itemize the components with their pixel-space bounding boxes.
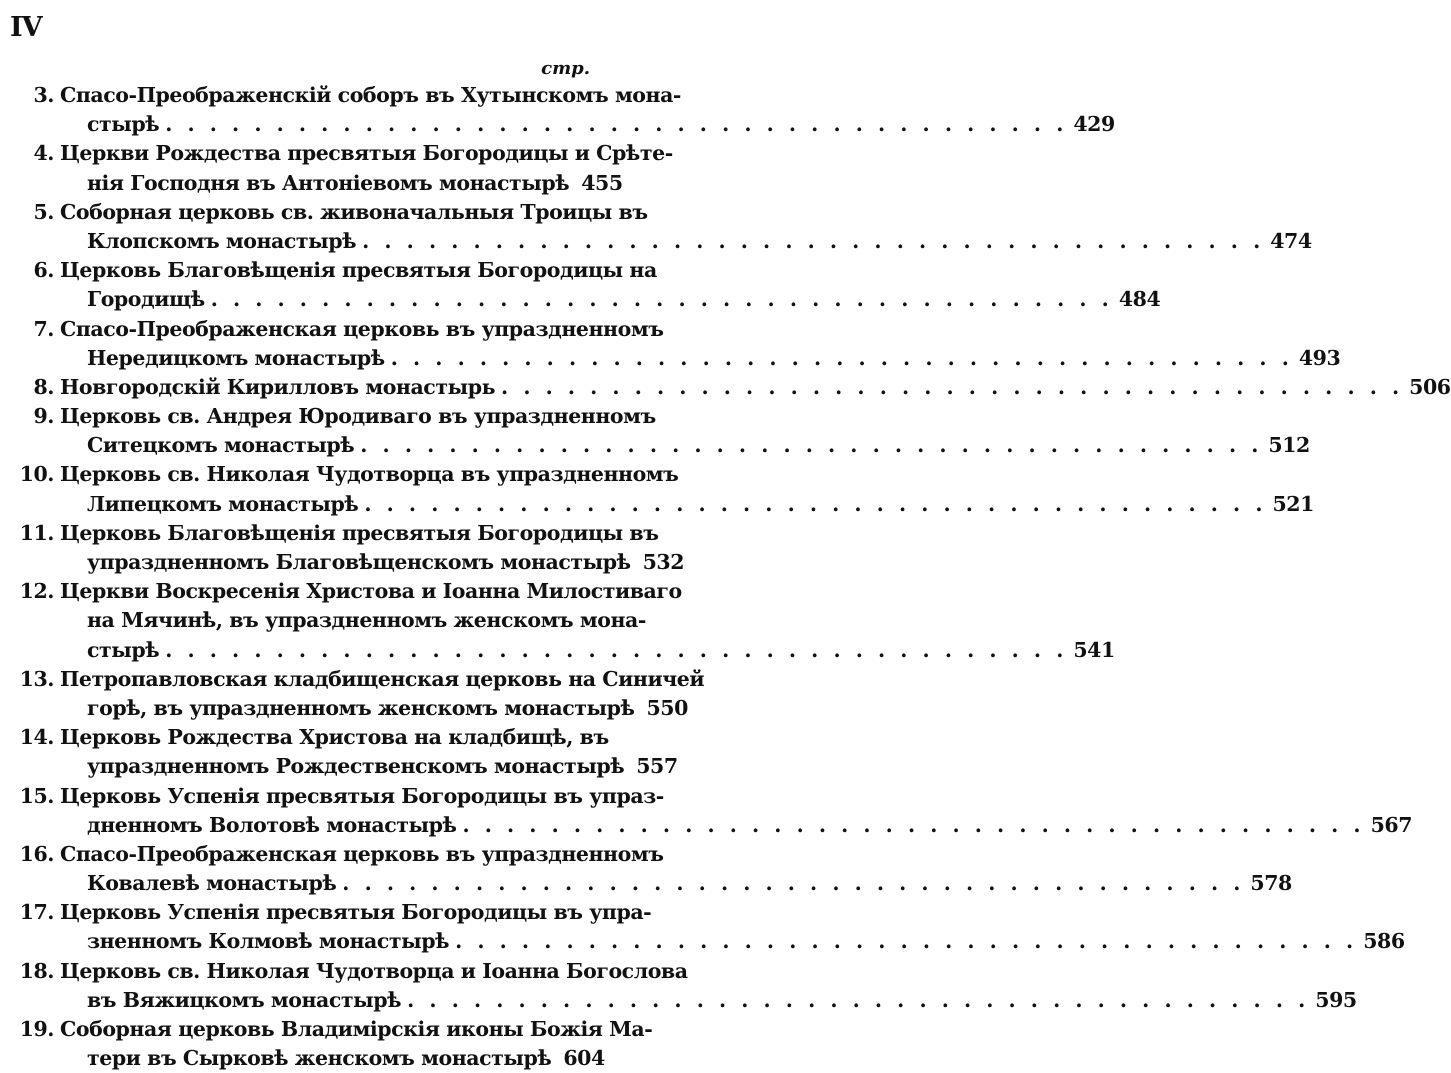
toc-entry-title: нія Господня въ Антоніевомъ монастырѣ bbox=[87, 170, 570, 195]
toc-entry-line bbox=[0, 957, 688, 986]
toc-entry-page: 567 bbox=[1370, 812, 1413, 837]
toc-entry-page: 493 bbox=[1298, 345, 1341, 370]
toc-entry-title: тери въ Сырковѣ женскомъ монастырѣ bbox=[87, 1046, 552, 1071]
toc-entry-title: Липецкомъ монастырѣ bbox=[87, 491, 359, 516]
toc-entry bbox=[0, 577, 1115, 665]
toc-entry-page: 550 bbox=[646, 695, 688, 720]
toc-entry-page: 541 bbox=[1073, 637, 1115, 662]
toc-entry-title: дненномъ Волотовѣ монастырѣ bbox=[87, 812, 457, 837]
toc-entry bbox=[0, 782, 1413, 840]
toc-entry-line bbox=[0, 460, 679, 489]
toc-entry-line bbox=[0, 723, 609, 752]
toc-entry bbox=[0, 1015, 653, 1073]
toc-entry-title: Соборная церковь Владимірскія иконы Божія Ма- bbox=[60, 1017, 653, 1041]
toc-entry-page: 557 bbox=[636, 754, 678, 779]
toc-entry bbox=[0, 519, 685, 577]
toc-entry-line bbox=[0, 431, 1310, 460]
toc-entry-number: 18. bbox=[19, 958, 54, 983]
dot-leader: . . . . . . . . . . . . . . . . . . . . . . . . . . . . . . . . . . . . . . . . . bbox=[407, 987, 1310, 1012]
toc-entry-line bbox=[0, 606, 646, 635]
toc-entry-line bbox=[0, 227, 1312, 256]
toc-entry-line bbox=[0, 315, 664, 344]
toc-entry-title: Церкви Рождества пресвятыя Богородицы и Срѣте- bbox=[60, 141, 673, 166]
toc-entry-line bbox=[0, 110, 1115, 139]
toc-entry-title: въ Вяжицкомъ монастырѣ bbox=[87, 987, 402, 1012]
toc-entry-page: 586 bbox=[1363, 929, 1405, 954]
toc-entry-line bbox=[0, 169, 623, 198]
toc-entry-title: зненномъ Колмовѣ монастырѣ bbox=[87, 929, 450, 954]
dot-leader: . . . . . . . . . . . . . . . . . . . . . . . . . . . . . . . . . . . . . . . . . bbox=[362, 228, 1265, 253]
toc-entry-number: 16. bbox=[19, 841, 54, 866]
toc-entry-line bbox=[0, 344, 1341, 373]
toc-entry-title: Нередицкомъ монастырѣ bbox=[87, 345, 385, 370]
toc-entry-title: Церковь Благовѣщенія пресвятыя Богородицы на bbox=[60, 258, 657, 283]
toc-entry bbox=[0, 198, 1312, 256]
toc-entry-line bbox=[0, 81, 681, 110]
dot-leader: . . . . . . . . . . . . . . . . . . . . . . . . . . . . . . . . . . . . . . . . . bbox=[210, 287, 1113, 312]
toc-entry-title: Церковь Успенія пресвятыя Богородицы въ упраз- bbox=[60, 783, 664, 808]
toc-entry bbox=[0, 898, 1405, 956]
toc-entry-title: Клопскомъ монастырѣ bbox=[87, 228, 357, 253]
toc-entry bbox=[0, 139, 673, 197]
toc-entry-title: упраздненномъ Рождественскомъ монастырѣ bbox=[87, 754, 625, 779]
table-of-contents bbox=[0, 81, 1451, 1073]
dot-leader: . . . . . . . . . . . . . . . . . . . . . . . . . . . . . . . . . . . . . . . . . bbox=[342, 871, 1245, 896]
toc-entry-line bbox=[0, 636, 1115, 665]
toc-entry-line bbox=[0, 285, 1161, 314]
toc-entry-number: 4. bbox=[33, 141, 54, 166]
toc-entry-title: Новгородскій Кирилловъ монастырь bbox=[60, 374, 496, 399]
toc-entry bbox=[0, 402, 1310, 460]
dot-leader: . . . . . . . . . . . . . . . . . . . . . . . . . . . . . . . . . . . . . . . . . bbox=[455, 929, 1358, 954]
toc-entry bbox=[0, 723, 678, 781]
toc-entry-title: упраздненномъ Благовѣщенскомъ монастырѣ bbox=[87, 550, 631, 574]
dot-leader: . . . . . . . . . . . . . . . . . . . . . . . . . . . . . . . . . . . . . . . . . bbox=[165, 112, 1068, 137]
toc-entry-number: 3. bbox=[33, 83, 54, 107]
toc-entry bbox=[0, 460, 1314, 518]
toc-entry-line bbox=[0, 811, 1413, 840]
toc-entry-number: 14. bbox=[19, 725, 54, 750]
toc-entry-line bbox=[0, 1015, 653, 1044]
dot-leader: . . . . . . . . . . . . . . . . . . . . . . . . . . . . . . . . . . . . . . . . . bbox=[390, 345, 1293, 370]
toc-entry-line bbox=[0, 256, 657, 285]
toc-entry-line bbox=[0, 665, 705, 694]
toc-entry-line bbox=[0, 373, 1451, 402]
toc-entry-line bbox=[0, 752, 678, 781]
dot-leader: . . . . . . . . . . . . . . . . . . . . . . . . . . . . . . . . . . . . . . . . . bbox=[360, 433, 1263, 458]
toc-entry-page: 532 bbox=[642, 550, 685, 574]
toc-entry-number: 11. bbox=[19, 520, 54, 545]
toc-entry bbox=[0, 373, 1451, 402]
dot-leader: . . . . . . . . . . . . . . . . . . . . . . . . . . . . . . . . . . . . . . . . . bbox=[364, 491, 1267, 516]
toc-entry-line bbox=[0, 898, 652, 927]
toc-entry-title: Церковь св. Николая Чудотворца въ упраздненномъ bbox=[60, 462, 679, 487]
toc-entry bbox=[0, 665, 705, 723]
toc-entry-number: 12. bbox=[19, 579, 54, 604]
toc-entry-line bbox=[0, 198, 648, 227]
dot-leader: . . . . . . . . . . . . . . . . . . . . . . . . . . . . . . . . . . . . . . . . . bbox=[462, 812, 1365, 837]
toc-entry-title: Церковь Успенія пресвятыя Богородицы въ упра- bbox=[60, 900, 652, 925]
toc-entry-page: 604 bbox=[563, 1046, 605, 1071]
toc-entry-title: на Мячинѣ, въ упраздненномъ женскомъ мона- bbox=[87, 608, 646, 633]
toc-entry-page: 595 bbox=[1315, 987, 1357, 1012]
toc-entry-title: Спасо-Преображенскій соборъ въ Хутынскомъ мона- bbox=[60, 83, 681, 107]
toc-entry-line bbox=[0, 869, 1292, 898]
toc-entry-title: Спасо-Преображенская церковь въ упраздненномъ bbox=[60, 841, 664, 866]
toc-entry-line bbox=[0, 577, 682, 606]
toc-entry-page: 512 bbox=[1268, 433, 1310, 458]
toc-entry-page: 578 bbox=[1250, 871, 1292, 896]
toc-entry-title: Ковалевѣ монастырѣ bbox=[87, 871, 337, 896]
page-number: IV bbox=[10, 12, 42, 43]
toc-entry-line bbox=[0, 840, 664, 869]
toc-entry-page: 429 bbox=[1073, 112, 1115, 137]
page-column-label: стр. bbox=[541, 58, 590, 79]
toc-entry-number: 15. bbox=[19, 783, 54, 808]
toc-entry-number: 17. bbox=[19, 900, 54, 925]
toc-entry-title: Петропавловская кладбищенская церковь на Синичей bbox=[60, 666, 705, 691]
toc-entry-line bbox=[0, 694, 688, 723]
toc-entry-title: Городищѣ bbox=[87, 287, 205, 312]
toc-entry-line bbox=[0, 519, 659, 548]
toc-entry-title: Церковь св. Андрея Юродиваго въ упраздненномъ bbox=[60, 404, 656, 429]
dot-leader: . . . . . . . . . . . . . . . . . . . . . . . . . . . . . . . . . . . . . . . . . bbox=[501, 374, 1404, 399]
toc-entry-line bbox=[0, 548, 685, 577]
toc-entry-title: Церкви Воскресенія Христова и Іоанна Милостиваго bbox=[60, 579, 682, 604]
toc-entry-line bbox=[0, 986, 1357, 1015]
toc-entry-page: 455 bbox=[581, 170, 623, 195]
toc-entry-number: 6. bbox=[33, 258, 54, 283]
toc-entry-title: Соборная церковь св. живоначальныя Троицы въ bbox=[60, 199, 648, 224]
toc-entry bbox=[0, 957, 1357, 1015]
toc-entry-page: 484 bbox=[1118, 287, 1161, 312]
toc-entry-line bbox=[0, 1044, 604, 1073]
toc-entry-title: Ситецкомъ монастырѣ bbox=[87, 433, 355, 458]
toc-entry-line bbox=[0, 927, 1405, 956]
toc-entry-title: Церковь св. Николая Чудотворца и Іоанна Богослова bbox=[60, 958, 688, 983]
toc-entry-title: стырѣ bbox=[87, 112, 160, 137]
toc-entry-number: 10. bbox=[19, 462, 54, 487]
toc-entry-line bbox=[0, 782, 664, 811]
toc-entry bbox=[0, 81, 1115, 139]
toc-entry-line bbox=[0, 402, 656, 431]
toc-entry-line bbox=[0, 139, 673, 168]
toc-entry-page: 521 bbox=[1272, 491, 1314, 516]
toc-entry-title: Церковь Благовѣщенія пресвятыя Богородицы въ bbox=[60, 520, 659, 545]
toc-entry-number: 9. bbox=[33, 404, 54, 429]
toc-entry-number: 19. bbox=[19, 1017, 54, 1041]
toc-entry-number: 5. bbox=[33, 199, 54, 224]
toc-entry bbox=[0, 256, 1161, 314]
toc-entry-number: 8. bbox=[33, 374, 54, 399]
toc-entry-title: горѣ, въ упраздненномъ женскомъ монастырѣ bbox=[87, 695, 635, 720]
toc-entry-page: 506 bbox=[1409, 374, 1451, 399]
toc-entry-title: Церковь Рождества Христова на кладбищѣ, въ bbox=[60, 725, 609, 750]
toc-entry-title: Спасо-Преображенская церковь въ упраздненномъ bbox=[60, 316, 664, 341]
dot-leader: . . . . . . . . . . . . . . . . . . . . . . . . . . . . . . . . . . . . . . . . . bbox=[165, 637, 1068, 662]
toc-entry-number: 7. bbox=[33, 316, 54, 341]
toc-entry-page: 474 bbox=[1270, 228, 1312, 253]
toc-entry bbox=[0, 315, 1341, 373]
toc-entry-number: 13. bbox=[19, 666, 54, 691]
toc-entry-line bbox=[0, 490, 1314, 519]
toc-entry-title: стырѣ bbox=[87, 637, 160, 662]
toc-entry bbox=[0, 840, 1292, 898]
